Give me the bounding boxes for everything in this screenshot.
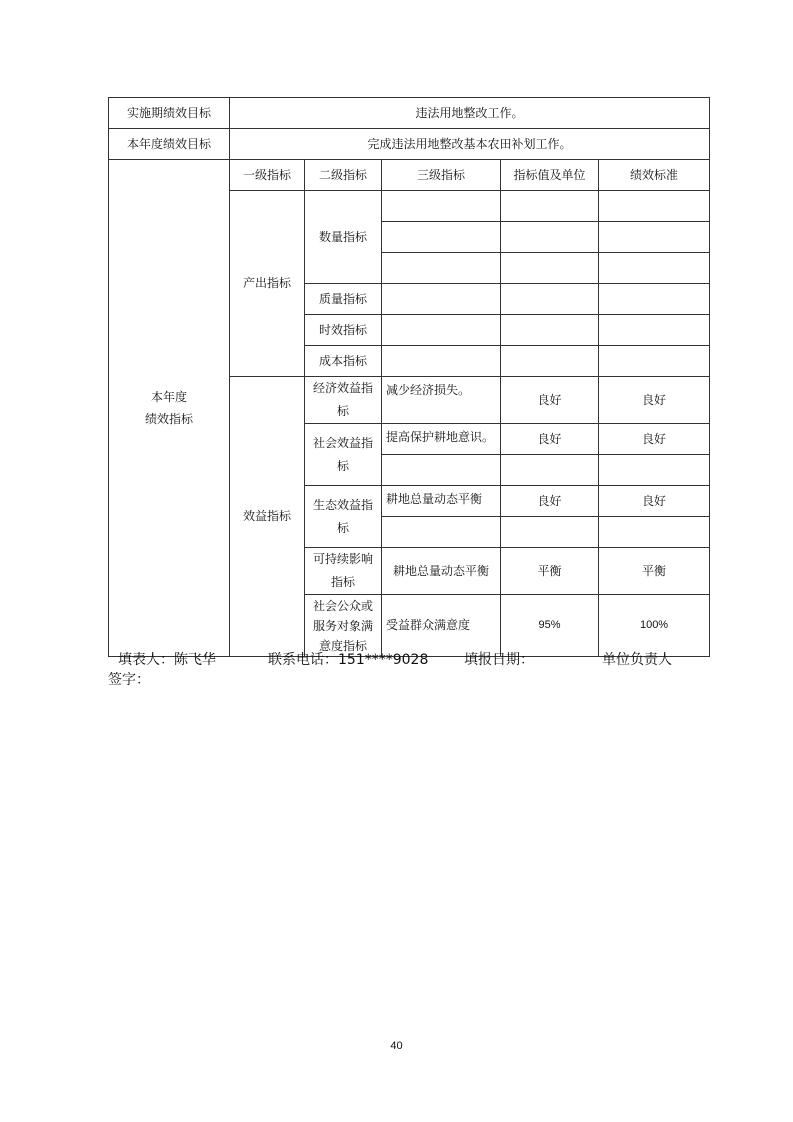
satisfaction-indicator: 社会公众或服务对象满意度指标: [305, 595, 382, 657]
cell-empty: [599, 222, 710, 253]
cell-empty: [501, 346, 599, 377]
cell-empty: [501, 191, 599, 222]
cell-empty: [501, 517, 599, 548]
social-benefit-indicator: 社会效益指标: [305, 424, 382, 486]
header-standard: 绩效标准: [599, 160, 710, 191]
social-standard: 良好: [599, 424, 710, 455]
section-label-line1: 本年度: [150, 390, 187, 404]
cost-indicator: 成本指标: [305, 346, 382, 377]
cell-empty: [501, 315, 599, 346]
economic-value: 良好: [501, 377, 599, 424]
contact-phone: 联系电话：151****9028: [268, 652, 429, 668]
cell-empty: [501, 253, 599, 284]
period-goal-label: 实施期绩效目标: [109, 98, 230, 129]
economic-level3: 减少经济损失。: [382, 377, 501, 424]
year-goal-label: 本年度绩效目标: [109, 129, 230, 160]
quantity-indicator: 数量指标: [305, 191, 382, 284]
sustainable-level3: 耕地总量动态平衡: [382, 548, 501, 595]
cell-empty: [382, 284, 501, 315]
sustainable-standard: 平衡: [599, 548, 710, 595]
fill-date: 填报日期：: [464, 652, 534, 668]
cell-empty: [382, 191, 501, 222]
page-number: 40: [390, 1040, 403, 1052]
performance-table: [108, 97, 710, 657]
cell-empty: [382, 253, 501, 284]
satisfaction-value: 95%: [501, 595, 599, 657]
benefit-level1: 效益指标: [230, 377, 305, 657]
cell-empty: [382, 346, 501, 377]
unit-leader: 单位负责人: [602, 652, 672, 668]
cell-empty: [599, 253, 710, 284]
cell-empty: [599, 455, 710, 486]
cell-empty: [382, 517, 501, 548]
ecological-level3: 耕地总量动态平衡: [382, 486, 501, 517]
satisfaction-level3: 受益群众满意度: [382, 595, 501, 657]
ecological-value: 良好: [501, 486, 599, 517]
cell-empty: [599, 346, 710, 377]
output-level1: 产出指标: [230, 191, 305, 377]
filler-name: 填表人：陈飞华: [118, 652, 216, 668]
signature-label: 签字：: [108, 672, 150, 688]
cell-empty: [382, 222, 501, 253]
cell-empty: [501, 284, 599, 315]
cell-empty: [382, 455, 501, 486]
section-label-line2: 绩效指标: [144, 412, 193, 426]
indicators-section-label: [109, 160, 230, 657]
header-level1: 一级指标: [230, 160, 305, 191]
cell-empty: [599, 315, 710, 346]
year-goal-value: 完成违法用地整改基本农田补划工作。: [230, 129, 710, 160]
cell-empty: [501, 455, 599, 486]
economic-standard: 良好: [599, 377, 710, 424]
ecological-standard: 良好: [599, 486, 710, 517]
cell-empty: [501, 222, 599, 253]
ecological-benefit-indicator: 生态效益指标: [305, 486, 382, 548]
cell-empty: [599, 284, 710, 315]
timeliness-indicator: 时效指标: [305, 315, 382, 346]
satisfaction-standard: 100%: [599, 595, 710, 657]
header-value-unit: 指标值及单位: [501, 160, 599, 191]
header-level3: 三级指标: [382, 160, 501, 191]
cell-empty: [382, 315, 501, 346]
quality-indicator: 质量指标: [305, 284, 382, 315]
cell-empty: [599, 191, 710, 222]
cell-empty: [599, 517, 710, 548]
social-value: 良好: [501, 424, 599, 455]
social-level3: 提高保护耕地意识。: [382, 424, 501, 455]
sustainable-impact-indicator: 可持续影响指标: [305, 548, 382, 595]
header-level2: 二级指标: [305, 160, 382, 191]
economic-benefit-indicator: 经济效益指标: [305, 377, 382, 424]
sustainable-value: 平衡: [501, 548, 599, 595]
period-goal-value: 违法用地整改工作。: [230, 98, 710, 129]
